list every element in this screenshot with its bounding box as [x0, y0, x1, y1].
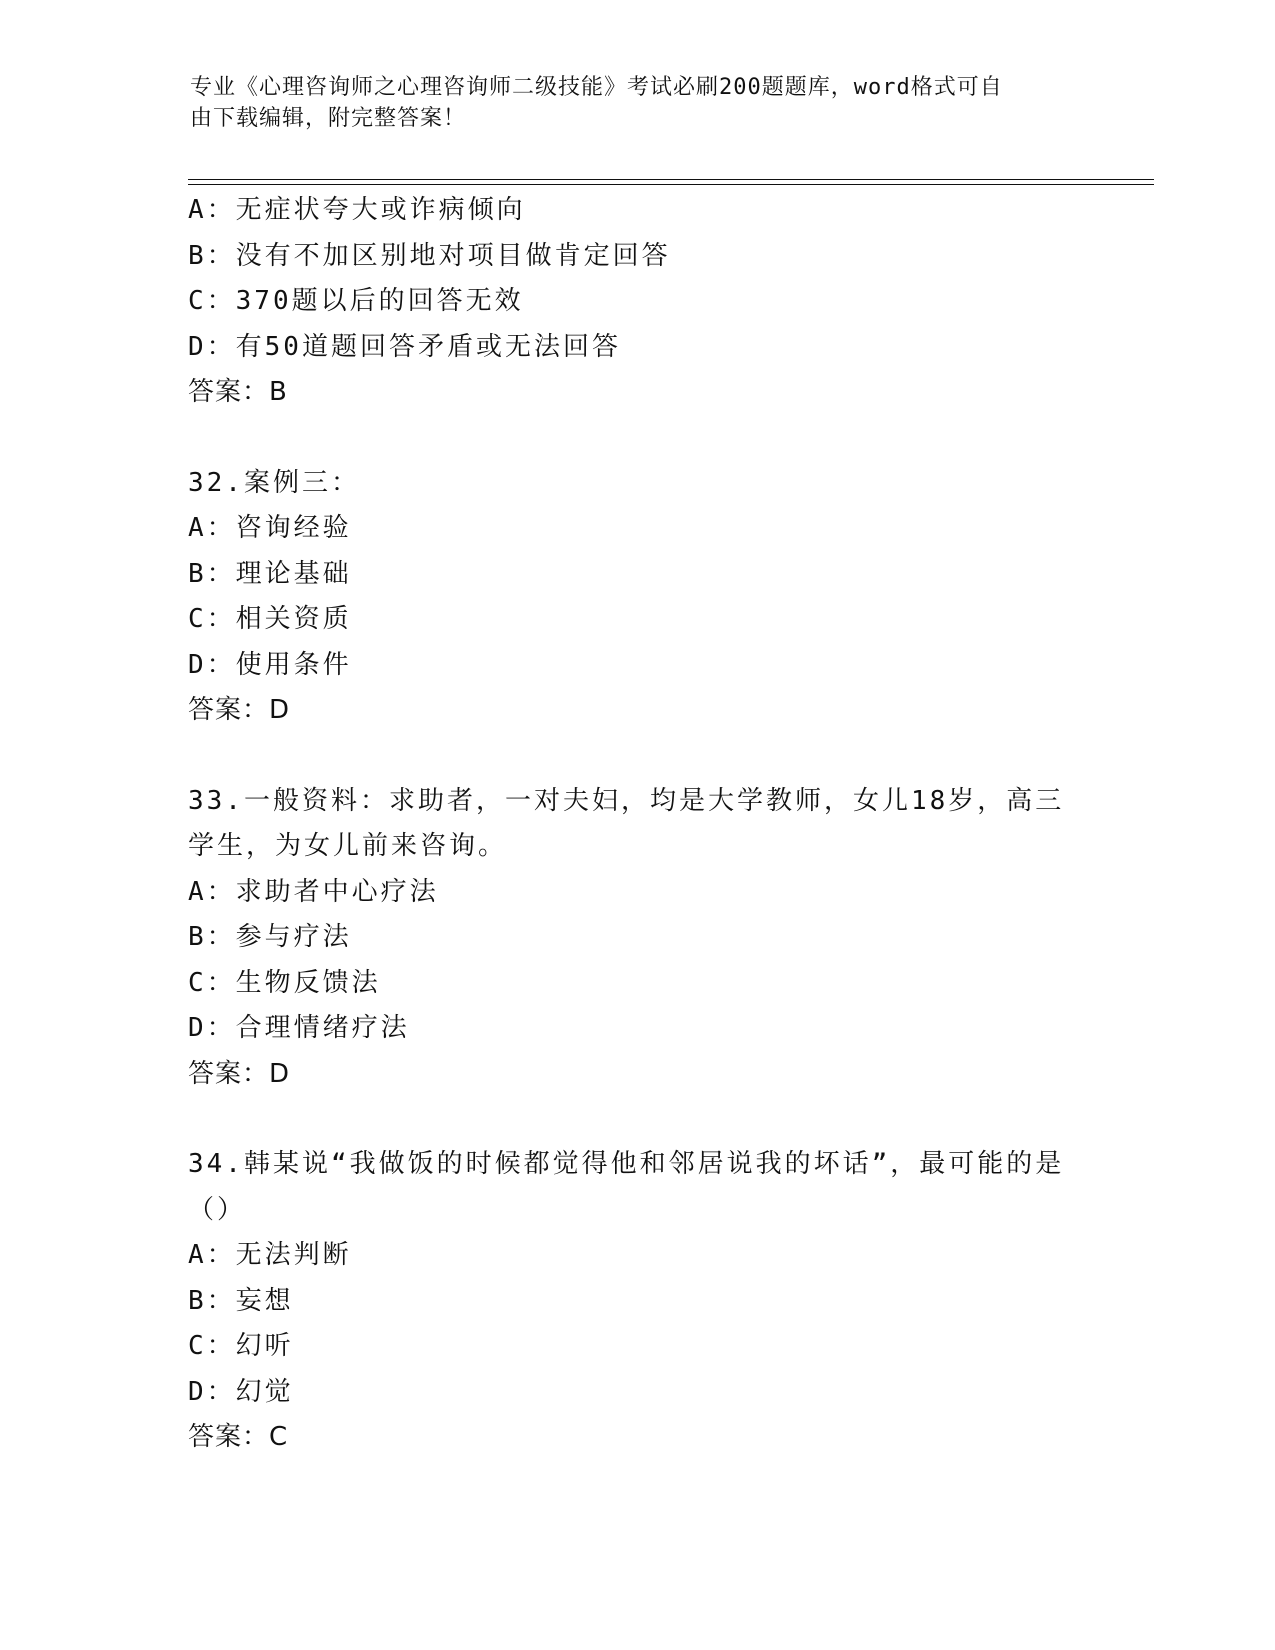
option-b: B：理论基础 — [188, 558, 352, 589]
option-b: B：没有不加区别地对项目做肯定回答 — [188, 240, 671, 271]
option-d: D：有50道题回答矛盾或无法回答 — [188, 331, 621, 362]
option-a: A：无法判断 — [188, 1240, 352, 1270]
question-stem-continued: （） — [188, 1194, 247, 1225]
header-divider-bottom — [188, 184, 1154, 185]
option-a: A：求助者中心疗法 — [188, 876, 439, 907]
question-stem: 34.韩某说“我做饭的时候都觉得他和邻居说我的坏话”，最可能的是 — [188, 1149, 1065, 1179]
question-stem: 32.案例三： — [188, 467, 360, 498]
answer-line: 答案：B — [188, 377, 288, 407]
question-block-33 — [188, 779, 1088, 1098]
header-divider-top — [188, 179, 1154, 180]
option-b: B：参与疗法 — [188, 922, 352, 952]
answer-line: 答案：C — [188, 1422, 289, 1452]
option-c: C：370题以后的回答无效 — [188, 286, 524, 316]
question-block-32 — [188, 461, 1088, 734]
option-c: C：幻听 — [188, 1331, 294, 1361]
option-d: D：幻觉 — [188, 1376, 294, 1407]
header-line-2: 由下载编辑，附完整答案！ — [190, 106, 467, 131]
document-header — [190, 72, 1070, 134]
answer-line: 答案：D — [188, 695, 291, 725]
question-stem: 33.一般资料：求助者，一对夫妇，均是大学教师，女儿18岁，高三 — [188, 785, 1065, 816]
header-line-1: 专业《心理咨询师之心理咨询师二级技能》考试必刷200题题库，word格式可自 — [190, 75, 1003, 100]
option-d: D：合理情绪疗法 — [188, 1013, 410, 1043]
option-d: D：使用条件 — [188, 649, 352, 680]
option-c: C：相关资质 — [188, 604, 352, 634]
answer-line: 答案：D — [188, 1058, 291, 1089]
option-b: B：妄想 — [188, 1285, 294, 1316]
question-content — [188, 188, 1088, 1461]
question-block-34 — [188, 1142, 1088, 1461]
option-c: C：生物反馈法 — [188, 967, 381, 998]
question-block-31-continued — [188, 188, 1088, 416]
option-a: A：无症状夸大或诈病倾向 — [188, 195, 526, 225]
option-a: A：咨询经验 — [188, 513, 352, 543]
question-stem-continued: 学生，为女儿前来咨询。 — [188, 831, 508, 861]
